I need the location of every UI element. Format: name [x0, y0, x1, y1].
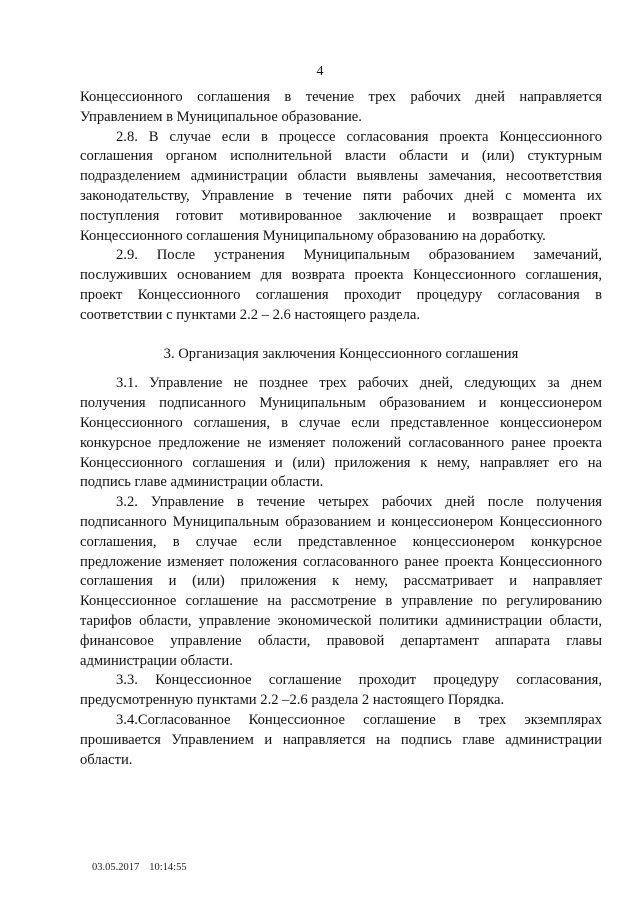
paragraph-continuation: Концессионного соглашения в течение трех рабочих дней направляется Управлением в Муниципальное образование. — [80, 89, 602, 125]
page-number: 4 — [316, 64, 324, 79]
document-body — [80, 88, 602, 770]
section-3-title: 3. Организация заключения Концессионного соглашения — [163, 345, 519, 362]
footer-timestamp — [92, 862, 187, 873]
paragraph-2-9: 2.9. После устранения Муниципальным образованием замечаний, послуживших основанием для возврата проекта Концессионного соглашения, проект Концессионного соглашения проходит процедуру согласования в соответствии с пунктами 2.2 – 2.6 настоящего раздела. — [80, 247, 602, 323]
paragraph-3-2: 3.2. Управление в течение четырех рабочих дней после получения подписанного Муниципальным образованием и концессионером Концессионного соглашения, в случае если представленное концессионером конкурсное предложение изменяет положения согласованного ранее проекта Концессионного соглашения и (или) приложения к нему, рассматривает и направляет Концессионное соглашение на рассмотрение в управление по регулированию тарифов области, управление экономической политики администрации области, финансовое управление области, правовой департамент аппарата главы администрации области. — [80, 494, 602, 669]
footer-date: 03.05.2017 — [92, 862, 140, 873]
paragraph-3-3: 3.3. Концессионное соглашение проходит процедуру согласования, предусмотренную пунктами 2.2 –2.6 раздела 2 настоящего Порядка. — [80, 672, 602, 709]
paragraph-2-8: 2.8. В случае если в процессе согласования проекта Концессионного соглашения органом исполнительной власти области и (или) стуктурным подразделением администрации области выявлены замечания, несоответствия законодательству, Управление в течение пяти рабочих дней с момента их поступления готовит мотивированное заключение и возвращает проект Концессионного соглашения Муниципальному образованию на доработку. — [80, 128, 602, 244]
paragraph-3-1: 3.1. Управление не позднее трех рабочих дней, следующих за днем получения подписанного Муниципальным образованием и концессионером Концессионного соглашения, в случае если представленное концессионером конкурсное предложение не изменяет положений согласованного ранее проекта Концессионного соглашения и (или) приложения к нему, направляет его на подпись главе администрации области. — [80, 375, 602, 491]
footer-time: 10:14:55 — [149, 862, 187, 873]
paragraph-3-4: 3.4.Согласованное Концессионное соглашение в трех экземплярах прошивается Управлением и направляется на подпись главе администрации области. — [80, 711, 602, 768]
